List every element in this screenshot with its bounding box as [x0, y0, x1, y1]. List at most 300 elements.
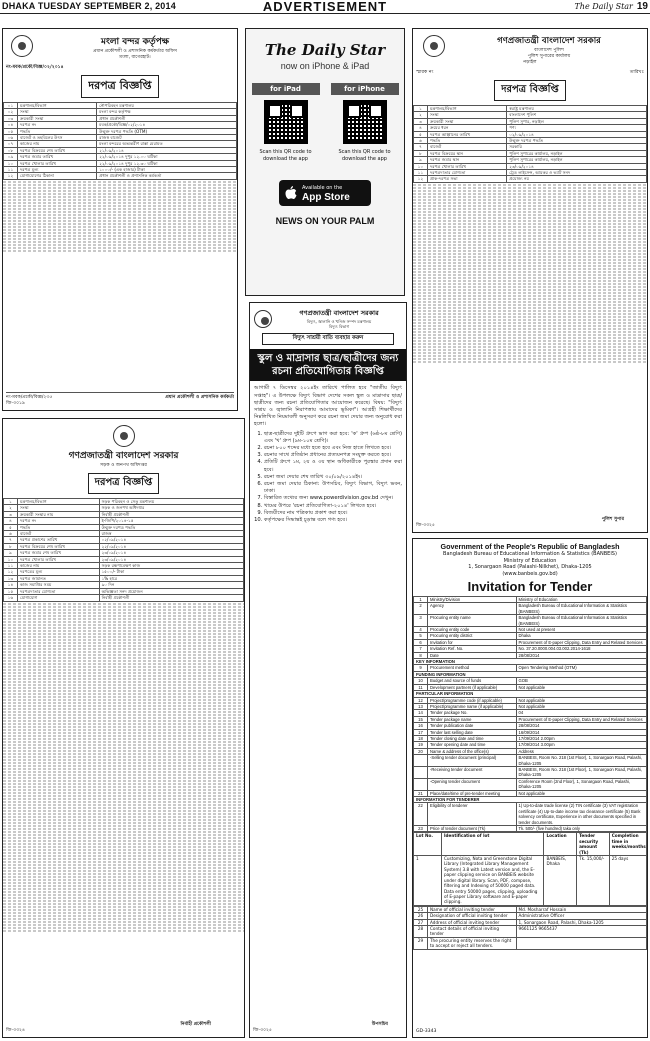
text-line — [413, 331, 647, 333]
text-line — [3, 915, 244, 917]
text-line — [3, 855, 244, 857]
text-line — [3, 912, 244, 914]
ad5-headline: স্কুল ও মাদ্রাসার ছাত্র/ছাত্রীদের জন্য রচনা প্রতিযোগিতার বিজ্ঞপ্তি — [250, 349, 406, 381]
text-line — [413, 319, 647, 321]
cell-value: 9661125 9665437 — [516, 925, 646, 937]
lot-cell: BANBEIS, Dhaka — [544, 856, 577, 906]
cell-no: ১০ — [414, 163, 428, 169]
text-line — [3, 828, 244, 830]
qr-code-iphone-icon[interactable] — [343, 100, 387, 144]
cell-no: 5 — [414, 633, 428, 639]
app-logo: The Daily Star — [264, 41, 386, 59]
cell-value: ২২/০৯/২০১৪ দুপুর ১২.৩০ ঘটিকা — [97, 160, 237, 166]
cell-value: উন্মুক্ত দরপত্র পদ্ধতি (OTM) — [97, 128, 237, 134]
cell-value: মংলা বন্দরের অভ্যন্তরীণ রাস্তা মেরামত — [97, 141, 237, 147]
cell-no: ১১ — [4, 167, 18, 173]
cell-key: Procuring entity name — [428, 615, 517, 627]
ad1-sub2: মংলা, বাগেরহাট। — [119, 55, 151, 60]
cell-value: পণ্য — [507, 125, 647, 131]
cell-no: 29 — [414, 937, 428, 949]
text-line — [3, 906, 244, 908]
cell-value: Conference Room (2nd Floor), 1, Sonargaon Road, Palashi, Dhaka-1205 — [516, 778, 646, 790]
cell-value: সরকারি — [507, 144, 647, 150]
ad1-memo: নং-মবক/প্রকৌ/বিজ্ঞ/০২/২০১৪ — [6, 65, 64, 70]
text-line — [3, 615, 244, 617]
cell-no — [414, 755, 428, 767]
cell-key: পদ্ধতি — [18, 524, 100, 530]
cell-key: Price of tender document (Tk) — [428, 826, 517, 832]
cell-key: ক্রয়ের ধরন — [428, 125, 507, 131]
text-line — [3, 603, 244, 605]
cell-key: বাজেট ও তহবিলের উৎস — [18, 135, 97, 141]
cell-key: মন্ত্রণালয়/বিভাগ — [18, 499, 100, 505]
cell-value: Procurement of E-paper Clipping, Data Entry and Related Services — [516, 639, 646, 645]
cell-value — [516, 937, 646, 949]
text-line — [3, 831, 244, 833]
cell-value: স্বরাষ্ট্র মন্ত্রণালয় — [507, 106, 647, 112]
text-line — [3, 627, 244, 629]
ad5-ref: জি-৩০২৫ — [253, 1028, 273, 1033]
cell-key: Designation of official inviting tender — [428, 913, 517, 919]
cell-no: ০৯ — [4, 154, 18, 160]
cell-key: দরপত্র নং — [18, 518, 100, 524]
cell-key: Tender package No. — [428, 710, 517, 716]
text-line — [413, 271, 647, 273]
cell-value: No. 37.20.0000.004.03.002.2014-1618 — [516, 646, 646, 652]
lot-cell: Location — [544, 833, 577, 856]
lot-cell: Customizing, Nota and Greenstone Digital Library (Integrated Library Management System) 3.8 with Latest version and, the E-paper clipping service on BANBEIS website under digital library. Scan, PDF, compose, filtering and Indexing of 50000 paged data. Data entry 50000 pages, clipping, uploading of E-paper Library software and E-paper clipping. — [441, 856, 544, 906]
text-line — [3, 798, 244, 800]
list-item: 8. খামের উপরে 'রচনা প্রতিযোগিতা-২০১৪' লিখতে হবে। — [264, 503, 402, 510]
cell-no: ০১ — [4, 103, 18, 109]
cell-value: Md. Mosharraf Hossain — [516, 906, 646, 912]
text-line — [413, 292, 647, 294]
cell-key: মন্ত্রণালয়/বিভাগ — [428, 106, 507, 112]
text-line — [413, 349, 647, 351]
cell-key: দরপত্রদাতার যোগ্যতা — [428, 170, 507, 176]
text-line — [3, 696, 244, 698]
text-line — [3, 744, 244, 746]
text-line — [3, 708, 244, 710]
cell-no: 3 — [414, 615, 428, 627]
cell-no: ৯ — [4, 550, 18, 556]
cell-no: 6 — [414, 639, 428, 645]
cell-no: ১০ — [4, 160, 18, 166]
text-line — [3, 621, 244, 623]
text-line — [413, 343, 647, 345]
dateline: DHAKA TUESDAY SEPTEMBER 2, 2014 — [2, 1, 176, 11]
cell-key: সংস্থা — [18, 505, 100, 511]
cell-value: 04 — [516, 710, 646, 716]
cell-key: দরপত্র বিক্রয়ের স্থান — [428, 150, 507, 156]
text-line — [413, 193, 647, 195]
cell-key: যোগাযোগের ঠিকানা — [18, 173, 97, 179]
text-line — [3, 846, 244, 848]
text-line — [3, 816, 244, 818]
text-line — [3, 720, 244, 722]
ad6-ministry: Ministry of Education — [503, 557, 557, 564]
text-line — [413, 280, 647, 282]
cell-no: ২ — [414, 112, 428, 118]
ad4-notice-title: দরপত্র বিজ্ঞপ্তি — [88, 473, 159, 494]
text-line — [3, 849, 244, 851]
cell-value: BANBEIS, Room No. 218 (1st Floor), 1, Sonargaon Road, Palashi, Dhaka-1205 — [516, 766, 646, 778]
ad1-notice-title: দরপত্র বিজ্ঞপ্তি — [81, 75, 158, 98]
text-line — [3, 747, 244, 749]
cell-key: দরপত্র খোলার তারিখ — [18, 556, 100, 562]
cell-no: 4 — [414, 627, 428, 633]
ad6-ref: GD-3343 — [416, 1029, 437, 1034]
table-row — [414, 766, 647, 778]
table-row — [414, 603, 647, 615]
text-line — [3, 792, 244, 794]
cell-value: ই-জিপি/২০১৪-১৫ — [99, 518, 243, 524]
cell-value: ২১/০৯/২০১৪ — [97, 147, 237, 153]
lot-row — [414, 856, 647, 906]
text-line — [3, 609, 244, 611]
text-line — [413, 211, 647, 213]
section-header: KEY INFORMATION — [414, 659, 647, 665]
cell-value: GOB — [516, 678, 646, 684]
text-line — [413, 295, 647, 297]
lot-cell: Tender security amount (Tk) — [577, 833, 610, 856]
cell-value: Address — [516, 748, 646, 754]
text-line — [3, 783, 244, 785]
cell-value: মবক/প্রকৌ/বিজ্ঞ/০২/২০১৪ — [97, 122, 237, 128]
cell-key: Budget and source of funds — [428, 678, 517, 684]
cell-value: রাজস্ব — [99, 531, 243, 537]
text-line — [3, 885, 244, 887]
cell-key: Procuring entity district — [428, 633, 517, 639]
text-line — [413, 358, 647, 360]
text-line — [413, 214, 647, 216]
cell-no: 25 — [414, 906, 428, 912]
cell-key: Development partners (if applicable) — [428, 684, 517, 690]
text-line — [3, 741, 244, 743]
text-line — [413, 244, 647, 246]
cell-no: ০৭ — [4, 141, 18, 147]
cell-no: 2 — [414, 603, 428, 615]
text-line — [413, 340, 647, 342]
cell-key: Tender closing date and time — [428, 735, 517, 741]
text-line — [3, 807, 244, 809]
text-line — [3, 657, 244, 659]
cell-no: 28 — [414, 925, 428, 937]
cell-key: যোগাযোগ — [18, 595, 100, 601]
text-line — [413, 253, 647, 255]
lot-cell: 1 — [414, 856, 442, 906]
text-line — [3, 873, 244, 875]
cell-key: দরপত্র বিক্রয়ের শেষ তারিখ — [18, 147, 97, 153]
cell-key: Procuring entity code — [428, 627, 517, 633]
cell-value: সড়ক পরিবহন ও সেতু মন্ত্রণালয় — [99, 499, 243, 505]
cell-value: 17/09/2014 2.00pm — [516, 735, 646, 741]
cell-no: 17 — [414, 729, 428, 735]
text-line — [3, 834, 244, 836]
cell-key: বাজেট — [18, 531, 100, 537]
text-line — [3, 927, 244, 929]
cell-no: ১৩ — [4, 575, 18, 581]
text-line — [3, 624, 244, 626]
table-row — [414, 615, 647, 627]
cell-value: Administrative Officer — [516, 913, 646, 919]
scan-iphone-text: Scan this QR code to download the app — [338, 149, 391, 162]
ad-police-narail — [412, 28, 648, 533]
govt-emblem-icon — [113, 425, 135, 447]
text-line — [413, 313, 647, 315]
text-line — [413, 250, 647, 252]
list-item: 4. প্রতিটি গ্রুপে ১ম, ২য় ও ৩য় স্থান অধিকারীকে পুরস্কার প্রদান করা হবে। — [264, 459, 402, 473]
ad3-govt: গণপ্রজাতন্ত্রী বাংলাদেশ সরকার — [497, 36, 601, 46]
text-line — [413, 337, 647, 339]
app-store-badge[interactable] — [279, 180, 371, 206]
ad3-date: তারিখঃ — [629, 70, 644, 75]
cell-value: উন্মুক্ত দরপত্র পদ্ধতি — [99, 524, 243, 530]
text-line — [3, 759, 244, 761]
cell-no: ৪ — [4, 518, 18, 524]
text-line — [413, 355, 647, 357]
cell-value: ০২/০৯/২০১৪ — [507, 131, 647, 137]
ad-essay-competition — [249, 302, 407, 1038]
table-row — [414, 803, 647, 826]
cell-value: Not applicable — [516, 790, 646, 796]
cell-key: The procuring entity reserves the right to accept or reject all tenders. — [428, 937, 517, 949]
apple-icon — [285, 186, 297, 200]
cell-no: ৩ — [4, 511, 18, 517]
text-line — [3, 726, 244, 728]
cell-value: পুলিশ সুপার, নড়াইল — [507, 118, 647, 124]
text-line — [3, 735, 244, 737]
text-line — [3, 633, 244, 635]
cell-key: দরপত্র প্রকাশের তারিখ — [18, 537, 100, 543]
ad3-table — [413, 105, 647, 183]
text-line — [3, 882, 244, 884]
cell-key: প্রাক-দরপত্র সভা — [428, 176, 507, 182]
cell-key: -Selling tender document (principal) — [428, 755, 517, 767]
list-item: 5. রচনা জমা দেয়ার শেষ তারিখ ৩০/০৯/২০১৪ইং। — [264, 474, 402, 481]
ad6-table — [413, 596, 647, 832]
ad4-dept: সড়ক ও জনপথ অধিদপ্তর — [100, 463, 147, 468]
text-line — [413, 220, 647, 222]
cell-no: 18 — [414, 735, 428, 741]
section-title: ADVERTISEMENT — [262, 0, 388, 14]
text-line — [413, 199, 647, 201]
cell-no: ৮ — [414, 150, 428, 156]
cell-value: 16/09/2014 — [516, 729, 646, 735]
cell-key: ক্রয়কারী সংস্থা — [428, 118, 507, 124]
ad5-signature: উপসচিব — [371, 1022, 388, 1027]
cell-value: অভিজ্ঞতা সনদ প্রয়োজন — [99, 588, 243, 594]
text-line — [3, 843, 244, 845]
text-line — [3, 669, 244, 671]
list-item: 6. রচনা জমা দেয়ার ঠিকানা: উপসচিব, বিদ্যুৎ বিভাগ, বিদ্যুৎ ভবন, ঢাকা। — [264, 481, 402, 495]
ad6-title: Invitation for Tender — [467, 579, 593, 594]
text-line — [413, 187, 647, 189]
section-header: FUNDING INFORMATION — [414, 671, 647, 677]
text-line — [413, 298, 647, 300]
text-line — [3, 864, 244, 866]
lot-cell: Identification of lot — [441, 833, 544, 856]
qr-code-ipad-icon[interactable] — [264, 100, 308, 144]
text-line — [413, 223, 647, 225]
text-line — [3, 618, 244, 620]
cell-no: ১৪ — [4, 582, 18, 588]
section-header: PARTICULAR INFORMATION — [414, 691, 647, 697]
text-line — [3, 762, 244, 764]
tab-iphone: for iPhone — [331, 83, 399, 95]
text-line — [3, 840, 244, 842]
cell-value: রাজস্ব বাজেট — [97, 135, 237, 141]
text-line — [413, 196, 647, 198]
text-line — [3, 660, 244, 662]
ad1-ref: জি-৩০১৯ — [6, 401, 26, 406]
cell-no: 15 — [414, 716, 428, 722]
text-line — [3, 819, 244, 821]
cell-no: 8 — [414, 652, 428, 658]
ad6-gov: Government of the People's Republic of Bangladesh — [440, 542, 620, 551]
cell-no — [414, 778, 428, 790]
text-line — [3, 681, 244, 683]
text-line — [413, 232, 647, 234]
table-row — [414, 925, 647, 937]
ad6-bureau: Bangladesh Bureau of Educational Information & Statistics (BANBEIS) — [443, 551, 617, 557]
cell-value: নৌপরিবহন মন্ত্রণালয় — [97, 103, 237, 109]
list-item: 9. বিজয়ীদের নাম পত্রিকায় প্রকাশ করা হবে। — [264, 510, 402, 517]
table-row — [4, 173, 237, 179]
text-line — [3, 648, 244, 650]
cell-no: ১৬ — [4, 595, 18, 601]
ad-banbeis-tender — [412, 538, 648, 1038]
text-line — [3, 870, 244, 872]
text-line — [413, 304, 647, 306]
cell-value: Bangladesh Bureau of Educational Information & Statistics (BANBEIS) — [516, 615, 646, 627]
cell-no: 27 — [414, 919, 428, 925]
cell-no: 23 — [414, 826, 428, 832]
cell-value: Bangladesh Bureau of Educational Information & Statistics (BANBEIS) — [516, 603, 646, 615]
cell-key: সংস্থা — [428, 112, 507, 118]
text-line — [413, 268, 647, 270]
text-line — [413, 325, 647, 327]
cell-key: মন্ত্রণালয়/বিভাগ — [18, 103, 97, 109]
list-item: 2. রচনা ৮০০ শব্দের মধ্যে হতে হবে এবং নিজ হাতে লিখতে হবে। — [264, 445, 402, 452]
cell-no: ১ — [4, 499, 18, 505]
app-tagline: now on iPhone & iPad — [280, 61, 370, 71]
cell-no: ১২ — [414, 176, 428, 182]
cell-value: ২৩/০৯/২০১৪ — [507, 163, 647, 169]
text-line — [3, 672, 244, 674]
cell-value: ট্রেড লাইসেন্স, আয়কর ও ভ্যাট সনদ — [507, 170, 647, 176]
text-line — [3, 678, 244, 680]
table-row — [414, 716, 647, 722]
text-line — [413, 352, 647, 354]
text-line — [413, 238, 647, 240]
text-line — [3, 714, 244, 716]
text-line — [413, 208, 647, 210]
cell-value: 28/08/2014 — [516, 723, 646, 729]
table-row — [4, 595, 244, 601]
govt-emblem-icon — [423, 35, 445, 57]
text-line — [3, 753, 244, 755]
text-line — [3, 732, 244, 734]
cell-value: BANBEIS, Room No. 218 (1st Floor), 1, Sonargaon Road, Palashi, Dhaka-1205 — [516, 755, 646, 767]
cell-value: প্রধান প্রকৌশলী ও প্রশাসনিক কর্মকর্তা — [97, 173, 237, 179]
table-row — [414, 639, 647, 645]
text-line — [413, 229, 647, 231]
text-line — [413, 265, 647, 267]
cell-no: ১০ — [4, 556, 18, 562]
text-line — [413, 301, 647, 303]
cell-value: Dhaka — [516, 633, 646, 639]
ad5-dept: বিদ্যুৎ, জ্বালানি ও খনিজ সম্পদ মন্ত্রণালয় — [306, 319, 372, 324]
ad3-notice-title: দরপত্র বিজ্ঞপ্তি — [494, 80, 565, 101]
table-row — [414, 937, 647, 949]
text-line — [3, 690, 244, 692]
text-line — [3, 771, 244, 773]
text-line — [3, 642, 244, 644]
text-line — [413, 274, 647, 276]
cell-value: ১০০০/- (এক হাজার) টাকা — [97, 167, 237, 173]
cell-value: ২৩/০৯/২০১৪ — [99, 556, 243, 562]
text-line — [3, 876, 244, 878]
ad3-officer: পুলিশ সুপার — [601, 517, 624, 522]
text-line — [3, 789, 244, 791]
cell-no: 26 — [414, 913, 428, 919]
cell-no: ১১ — [414, 170, 428, 176]
text-line — [413, 361, 647, 363]
ad-roads-tender — [2, 418, 245, 1038]
cell-no: ০৩ — [4, 115, 18, 121]
cell-no: ১২ — [4, 173, 18, 179]
cell-no: 13 — [414, 703, 428, 709]
cell-no: 11 — [414, 684, 428, 690]
cell-no: 12 — [414, 697, 428, 703]
cell-no: ৭ — [4, 537, 18, 543]
cell-key: দরপত্র আহ্বানের তারিখ — [428, 131, 507, 137]
ad6-web: (www.banbeis.gov.bd) — [502, 570, 558, 577]
cell-no: ৮ — [4, 543, 18, 549]
ad5-banner: বিদ্যুৎ সাশ্রয়ী বাতি ব্যবহার করুন — [262, 333, 394, 345]
text-line — [3, 729, 244, 731]
cell-value: 1, Sonargaon Road, Palashi, Dhaka-1205 — [516, 919, 646, 925]
cell-value: ১৫০০/- টাকা — [99, 569, 243, 575]
table-row — [414, 778, 647, 790]
cell-no: 21 — [414, 790, 428, 796]
cell-key: -Receiving tender document — [428, 766, 517, 778]
page-header — [0, 0, 650, 14]
text-line — [3, 900, 244, 902]
cell-no: ২ — [4, 505, 18, 511]
text-line — [3, 795, 244, 797]
masthead: The Daily Star 19 — [574, 1, 648, 12]
text-line — [3, 645, 244, 647]
text-line — [3, 666, 244, 668]
text-line — [413, 286, 647, 288]
text-line — [3, 606, 244, 608]
cell-no: 14 — [414, 710, 428, 716]
text-line — [3, 921, 244, 923]
cell-no: 16 — [414, 723, 428, 729]
cell-no: ০২ — [4, 109, 18, 115]
text-line — [3, 801, 244, 803]
text-line — [413, 307, 647, 309]
cell-value: প্রধান প্রকৌশলী — [97, 115, 237, 121]
text-line — [413, 334, 647, 336]
cell-key: Project/programme name (if applicable) — [428, 703, 517, 709]
text-line — [3, 888, 244, 890]
cell-key: কাজ সমাপ্তির সময় — [18, 582, 100, 588]
cell-key: দরপত্রদাতার যোগ্যতা — [18, 588, 100, 594]
text-line — [413, 190, 647, 192]
